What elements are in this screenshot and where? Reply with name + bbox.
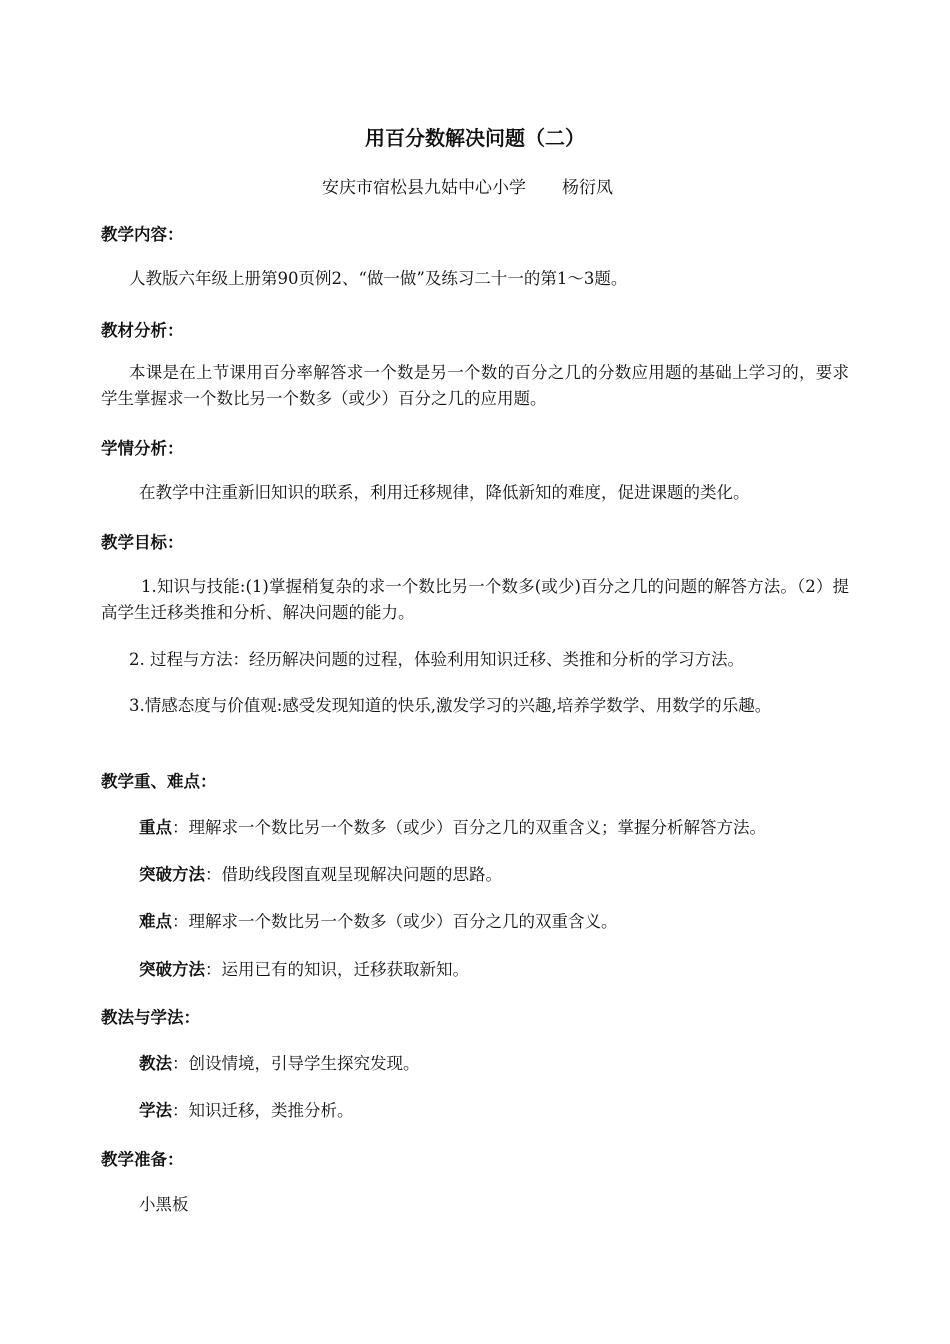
goal-item-1: 1.知识与技能:(1)掌握稍复杂的求一个数比另一个数多(或少)百分之几的问题的解答方法。（2）提高学生迁移类推和分析、解决问题的能力。: [101, 577, 849, 622]
method-teaching: [139, 1050, 420, 1074]
key-point-separator: ：: [172, 818, 189, 837]
heading-preparation: 教学准备：: [101, 1150, 184, 1169]
heading-material-analysis: 教材分析：: [101, 321, 184, 340]
teaching-content-text: 人教版六年级上册第90页例2、“做一做”及练习二十一的第1～3题。: [129, 269, 628, 288]
heading-teaching-content: 教学内容：: [101, 225, 184, 244]
method-text: 知识迁移，类推分析。: [188, 1101, 354, 1120]
heading-key-points: 教学重、难点：: [101, 772, 217, 791]
goal-item-3: 3.情感态度与价值观:感受发现知道的快乐,激发学习的兴趣,培养学数学、用数学的乐趣。: [129, 696, 772, 715]
key-point-label: 重点: [139, 818, 172, 837]
document-title: 用百分数解决问题（二）: [365, 126, 585, 150]
key-point-difficulty: [139, 908, 618, 932]
key-point-text: 理解求一个数比另一个数多（或少）百分之几的双重含义；掌握分析解答方法。: [188, 818, 766, 837]
key-point-label: 难点: [139, 912, 172, 931]
method-label: 学法: [139, 1101, 172, 1120]
method-separator: ：: [172, 1054, 189, 1073]
key-point-breakthrough-1: [139, 861, 502, 885]
method-learning: [139, 1097, 354, 1121]
heading-teaching-goals: 教学目标：: [101, 533, 184, 552]
method-text: 创设情境，引导学生探究发现。: [188, 1054, 420, 1073]
goal-item-2: 2. 过程与方法：经历解决问题的过程，体验利用知识迁移、类推和分析的学习方法。: [129, 650, 744, 669]
method-separator: ：: [172, 1101, 189, 1120]
key-point-text: 理解求一个数比另一个数多（或少）百分之几的双重含义。: [188, 912, 618, 931]
material-analysis-text: 本课是在上节课用百分率解答求一个数是另一个数的百分之几的分数应用题的基础上学习的，要求学生掌握求一个数比另一个数多（或少）百分之几的应用题。: [101, 363, 849, 408]
author-line: [322, 173, 613, 198]
key-point-separator: ：: [172, 912, 189, 931]
key-point-text: 运用已有的知识，迁移获取新知。: [221, 960, 469, 979]
author-school: 安庆市宿松县九姑中心小学: [322, 178, 526, 198]
author-name: 杨衍凤: [562, 178, 613, 198]
key-point-label: 突破方法: [139, 865, 205, 884]
student-analysis-text: 在教学中注重新旧知识的联系，利用迁移规律，降低新知的难度，促进课题的类化。: [139, 483, 750, 502]
heading-methods: 教法与学法：: [101, 1008, 200, 1027]
key-point-separator: ：: [205, 865, 222, 884]
key-point-separator: ：: [205, 960, 222, 979]
heading-student-analysis: 学情分析：: [101, 439, 184, 458]
key-point-focus: [139, 814, 766, 838]
key-point-label: 突破方法: [139, 960, 205, 979]
preparation-text: 小黑板: [139, 1195, 189, 1214]
method-label: 教法: [139, 1054, 172, 1073]
key-point-breakthrough-2: [139, 956, 469, 980]
key-point-text: 借助线段图直观呈现解决问题的思路。: [221, 865, 502, 884]
